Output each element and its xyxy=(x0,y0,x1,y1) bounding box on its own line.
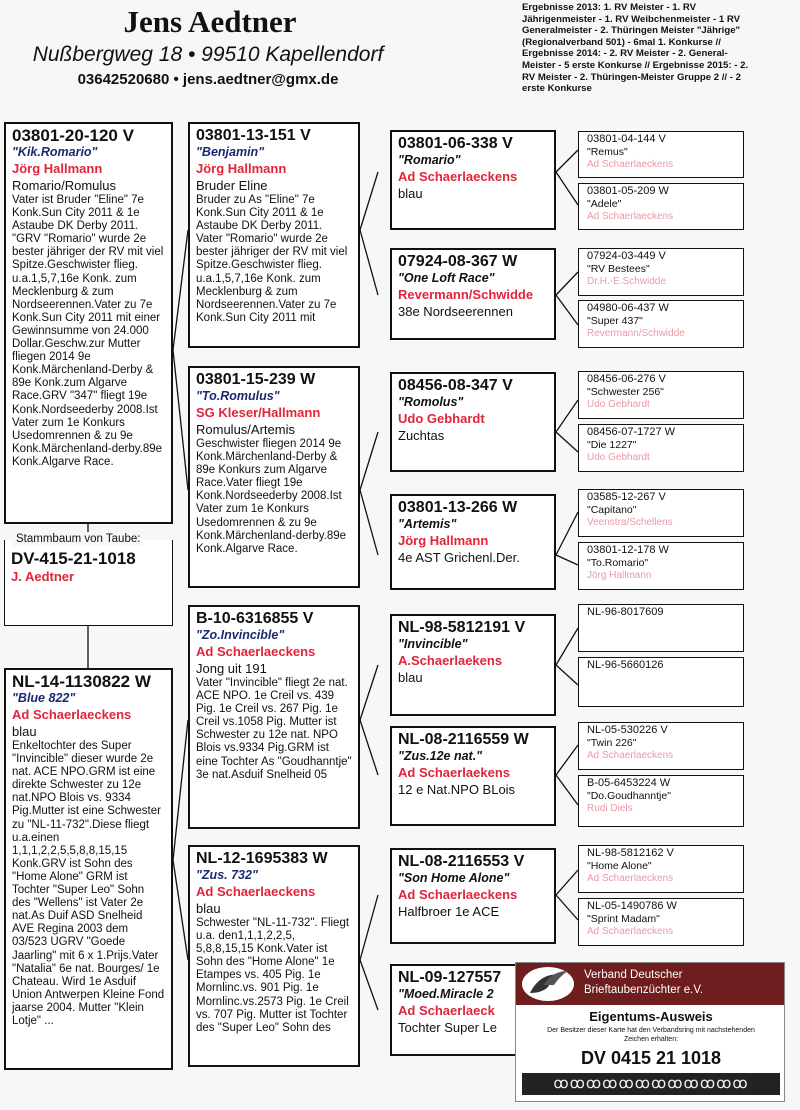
ancestor-ring: 03801-05-209 W xyxy=(587,185,669,197)
sire-card[interactable] xyxy=(4,122,173,524)
grandparent-info: blau xyxy=(196,901,221,916)
sire-info: Romario/Romulus xyxy=(12,178,117,193)
ancestor-name: "Die 1227" xyxy=(587,439,637,451)
dam-name: "Blue 822" xyxy=(12,691,76,705)
ancestor-name: "Capitano" xyxy=(587,504,637,516)
great-grandparent-ring: 08456-08-347 V xyxy=(398,377,513,394)
sire-owner: Jörg Hallmann xyxy=(12,161,103,176)
ancestor-card[interactable] xyxy=(578,775,744,827)
grandparent-info: Romulus/Artemis xyxy=(196,422,295,437)
ancestor-owner: Ad Schaerlaeckens xyxy=(587,211,674,222)
subject-owner: J. Aedtner xyxy=(11,569,75,584)
dam-info: blau xyxy=(12,724,37,739)
great-grandparent-card[interactable] xyxy=(390,372,556,472)
ancestor-name: "RV Bestees" xyxy=(587,263,650,275)
great-grandparent-ring: 07924-08-367 W xyxy=(398,253,518,270)
great-grandparent-ring: 03801-13-266 W xyxy=(398,499,518,516)
grandparent-card[interactable] xyxy=(188,845,360,1067)
ancestor-card[interactable] xyxy=(578,722,744,770)
dam-ring: NL-14-1130822 W xyxy=(12,672,151,691)
great-grandparent-owner: Udo Gebhardt xyxy=(398,411,485,426)
grandparent-name: "Zo.Invincible" xyxy=(196,628,285,642)
grandparent-card[interactable] xyxy=(188,605,360,829)
great-grandparent-card[interactable] xyxy=(390,614,556,716)
grandparent-card[interactable] xyxy=(188,122,360,348)
ancestor-ring: 08456-06-276 V xyxy=(587,373,666,385)
results-text: Ergebnisse 2013: 1. RV Meister - 1. RV Jährigenmeister - 1. RV Weibchenmeister - 1 RV Generalmeister - 2. Thüringen Meister "Jährige" (Regionalverband 501) - 6mal 1. Konkurse // Ergebnisse 2014: - 2. RV Meister - 2. General-Meister - 5 erste Konkurse // Ergebnisse 2015: - 2. RV Meister - 2. Thüringen-Meister Gruppe 2 // - 2 erste Konkurse xyxy=(522,2,749,95)
dam-description: Enkeltochter des Super "Invincible" dieser wurde 2e nat. ACE NPO.GRM ist eine direkte Schwester zu 12e nat.NPO Blois vs. 9334 Pig.Mutter ist eine Schwester zu "NL-11-732".Diese fliegt u.a.einen 1,1,1,2,2,5,5,8,8,15,15 Konk.GRV ist Sohn des "Home Alone" GRM ist Tochter "Super Leo" Sohn des "Wellens" ist Vater 2e nat.As Duif ASD Snelheid AVE Regina 2003 dem 03/523 UGRV "Goede Jaarling" mit 6 x 1.Prijs.Vater "Natalia" 6e nat. Bourges/ 1e Chateau. Wird 1e Asduif Union Antwerpen Kleine Fond jaarse 2004. Mutter "Klein Lotje" ... xyxy=(12,740,165,1027)
ancestor-card[interactable] xyxy=(578,371,744,419)
ancestor-ring: NL-96-5660126 xyxy=(587,659,664,671)
grandparent-description: Schwester "NL-11-732". Fliegt u.a. den1,1,1,2,2,5, 5,8,8,15,15 Konk.Vater ist Sohn des "Home Alone" 1e Etampes vs. 405 Pig. 1e Mornlinc.vs. 901 Pig. 1e Mornlinc.vs.2573 Pig. 1e Creil vs. 707 Pig. Mutter ist Tochter des "Super Leo" Sohn des xyxy=(196,917,350,1034)
great-grandparent-info: blau xyxy=(398,670,423,685)
great-grandparent-owner: Ad Schaerlaeckens xyxy=(398,169,518,184)
great-grandparent-card[interactable] xyxy=(390,848,556,944)
ancestor-card[interactable] xyxy=(578,489,744,537)
great-grandparent-info: 12 e Nat.NPO BLois xyxy=(398,782,516,797)
great-grandparent-info: blau xyxy=(398,186,423,201)
ancestor-ring: 03801-04-144 V xyxy=(587,133,666,145)
ancestor-name: "Schwester 256" xyxy=(587,386,664,398)
great-grandparent-info: Tochter Super Le xyxy=(398,1020,498,1035)
grandparent-owner: Ad Schaerlaeckens xyxy=(196,884,316,899)
ancestor-owner: Dr.H.-E.Schwidde xyxy=(587,276,666,287)
great-grandparent-card[interactable] xyxy=(390,130,556,230)
great-grandparent-name: "Moed.Miracle 2 xyxy=(398,987,494,1001)
ancestor-card[interactable] xyxy=(578,845,744,893)
great-grandparent-owner: Ad Schaerlaeckens xyxy=(398,887,518,902)
dove-logo-icon xyxy=(522,967,574,1001)
great-grandparent-ring: 03801-06-338 V xyxy=(398,135,513,152)
grandparent-owner: SG Kleser/Hallmann xyxy=(196,405,321,420)
sire-description: Vater ist Bruder "Eline" 7e Konk.Sun City 2011 & 1e Astaube DK Derby 2011. "GRV "Romario" wurde 2e bester jähriger der RV mit viel Spitze.Geschwister flieg. u.a.1,5,7,16e Konk. zum Mecklenburg & zum Nordseerennen.Vater zu 7e Konk.Sun City 2011 mit einer Gewinnsumme von 24.000 Dollar.Geschw.zur Mutter fliegen 2014 9e Konk.Märchenland-Derby & 89e Konk.zum Algarve Race.GRV "347" fliegt 19e Konk.Nordseederby 2008.Ist Vater zum 1e Konkurs Usedomrennen & zu 9e Konk.Märchenland-derby.89e Konk.Algarve Race. xyxy=(12,194,164,468)
ancestor-ring: 03585-12-267 V xyxy=(587,491,666,503)
great-grandparent-owner: Revermann/Schwidde xyxy=(398,287,534,302)
grandparent-ring: 03801-13-151 V xyxy=(196,127,311,144)
ancestor-card[interactable] xyxy=(578,604,744,652)
grandparent-ring: 03801-15-239 W xyxy=(196,371,316,388)
subject-caption: Stammbaum von Taube: xyxy=(13,532,143,546)
breeder-name: Jens Aedtner xyxy=(123,4,297,39)
great-grandparent-card[interactable] xyxy=(390,494,556,590)
ownership-card-pattern: ꝏꝏꝏꝏꝏꝏꝏꝏꝏꝏꝏꝏ xyxy=(522,1073,780,1095)
ancestor-card[interactable] xyxy=(578,248,744,296)
ancestor-card[interactable] xyxy=(578,898,744,946)
ancestor-card[interactable] xyxy=(578,542,744,590)
ancestor-ring: 08456-07-1727 W xyxy=(587,426,676,438)
grandparent-ring: NL-12-1695383 W xyxy=(196,850,328,867)
ancestor-owner: Ad Schaerlaeckens xyxy=(587,873,674,884)
ancestor-ring: B-05-6453224 W xyxy=(587,777,671,789)
ownership-card-header xyxy=(516,963,785,1005)
breeder-address: Nußbergweg 18 • 99510 Kapellendorf xyxy=(32,43,384,66)
ownership-card-ring: DV 0415 21 1018 xyxy=(580,1048,722,1068)
great-grandparent-name: "One Loft Race" xyxy=(398,271,495,285)
great-grandparent-name: "Zus.12e nat." xyxy=(398,749,483,763)
great-grandparent-owner: Ad Schaerlaeck xyxy=(398,1003,495,1018)
grandparent-description: Geschwister fliegen 2014 9e Konk.Märchenland-Derby & 89e Konkurs zum Algarve Race.Vater fliegt 19e Konk.Nordseederby 2008.Ist Vater zum 1e Konkurs Usedomrennen & zu 9e Konk.Märchenland-derby.89e Konk.Algarve Race. xyxy=(196,438,347,555)
grandparent-info: Jong uit 191 xyxy=(196,661,267,676)
ancestor-card[interactable] xyxy=(578,300,744,348)
grandparent-name: "To.Romulus" xyxy=(196,389,280,403)
great-grandparent-info: 4e AST Grichenl.Der. xyxy=(398,550,520,565)
great-grandparent-owner: A.Schaerlaekens xyxy=(398,653,503,668)
ancestor-owner: Revermann/Schwidde xyxy=(587,328,685,339)
ancestor-owner: Ad Schaerlaeckens xyxy=(587,750,674,761)
ancestor-owner: Rudi Diels xyxy=(587,803,633,814)
ancestor-ring: NL-98-5812162 V xyxy=(587,847,674,859)
breeder-contact: 03642520680 • jens.aedtner@gmx.de xyxy=(77,71,339,88)
great-grandparent-name: "Son Home Alone" xyxy=(398,871,510,885)
ancestor-card[interactable] xyxy=(578,131,744,178)
ownership-card-subtitle: Der Besitzer dieser Karte hat den Verbandsring mit nachstehenden Zeichen erhalten: xyxy=(547,1027,755,1043)
grandparent-owner: Ad Schaerlaeckens xyxy=(196,644,316,659)
ancestor-card[interactable] xyxy=(578,657,744,707)
ancestor-owner: Veenstra/Schellens xyxy=(587,517,673,528)
ancestor-ring: NL-05-1490786 W xyxy=(587,900,677,912)
dam-owner: Ad Schaerlaeckens xyxy=(12,707,132,722)
dam-card[interactable] xyxy=(4,668,173,1070)
great-grandparent-ring: NL-98-5812191 V xyxy=(398,619,526,636)
grandparent-ring: B-10-6316855 V xyxy=(196,610,314,627)
ownership-card xyxy=(515,962,785,1102)
ancestor-name: "Do.Goudhanntje" xyxy=(587,790,671,802)
great-grandparent-ring: NL-08-2116559 W xyxy=(398,731,529,748)
great-grandparent-info: Zuchtas xyxy=(398,428,445,443)
grandparent-name: "Benjamin" xyxy=(196,145,265,159)
subject-card[interactable] xyxy=(4,533,173,626)
ancestor-ring: NL-05-530226 V xyxy=(587,724,668,736)
ancestor-ring: 04980-06-437 W xyxy=(587,302,669,314)
great-grandparent-card[interactable] xyxy=(390,248,556,340)
ancestor-owner: Jörg Hallmann xyxy=(587,570,652,581)
ancestor-name: "Sprint Madam" xyxy=(587,913,660,925)
ancestor-ring: 07924-03-449 V xyxy=(587,250,666,262)
great-grandparent-name: "Romolus" xyxy=(398,395,464,409)
great-grandparent-info: 38e Nordseerennen xyxy=(398,304,513,319)
ancestor-name: "Remus" xyxy=(587,146,628,158)
ancestor-name: "To.Romario" xyxy=(587,557,649,569)
great-grandparent-name: "Romario" xyxy=(398,153,461,167)
ancestor-ring: NL-96-8017609 xyxy=(587,606,664,618)
great-grandparent-card[interactable] xyxy=(390,726,556,826)
grandparent-card[interactable] xyxy=(188,366,360,588)
grandparent-name: "Zus. 732" xyxy=(196,868,258,882)
great-grandparent-ring: NL-08-2116553 V xyxy=(398,853,525,870)
sire-name: "Kik.Romario" xyxy=(12,145,98,159)
ownership-card-title: Eigentums-Ausweis xyxy=(589,1009,713,1024)
ownership-card-org: Verband Deutscher Brieftaubenzüchter e.V. xyxy=(584,969,704,996)
ancestor-name: "Super 437" xyxy=(587,315,643,327)
ancestor-card[interactable] xyxy=(578,183,744,230)
ancestor-name: "Twin 226" xyxy=(587,737,637,749)
grandparent-description: Vater "Invincible" fliegt 2e nat. ACE NPO. 1e Creil vs. 439 Pig. 1e Creil vs. 267 Pig. 1e Creil vs.1058 Pig. Mutter ist Schwester zu 12e nat. NPO Blois vs.9334 Pig.GRM ist eine Tochter As "Goudhanntje" 3e nat.Asduif Snelheid 05 xyxy=(196,677,352,781)
great-grandparent-info: Halfbroer 1e ACE xyxy=(398,904,500,919)
grandparent-info: Bruder Eline xyxy=(196,178,268,193)
ancestor-card[interactable] xyxy=(578,424,744,472)
sire-ring: 03801-20-120 V xyxy=(12,126,134,145)
great-grandparent-ring: NL-09-127557 xyxy=(398,969,502,986)
grandparent-owner: Jörg Hallmann xyxy=(196,161,287,176)
great-grandparent-name: "Invincible" xyxy=(398,637,468,651)
ancestor-owner: Udo Gebhardt xyxy=(587,452,650,463)
great-grandparent-owner: Jörg Hallmann xyxy=(398,533,489,548)
ancestor-owner: Udo Gebhardt xyxy=(587,399,650,410)
ancestor-owner: Ad Schaerlaeckens xyxy=(587,159,674,170)
ancestor-name: "Adele" xyxy=(587,198,622,210)
great-grandparent-name: "Artemis" xyxy=(398,517,457,531)
great-grandparent-owner: Ad Schaerlaekens xyxy=(398,765,511,780)
ancestor-ring: 03801-12-178 W xyxy=(587,544,669,556)
subject-ring: DV-415-21-1018 xyxy=(11,549,136,568)
grandparent-description: Bruder zu As "Eline" 7e Konk.Sun City 2011 & 1e Astaube DK Derby 2011. Vater "Romario" wurde 2e bester jähriger der RV mit viel Spitze.Geschwister flieg. u.a.1,5,7,16e Konk. zum Mecklenburg & zum Nordseerennen.Vater zu 7e Konk.Sun City 2011 mit xyxy=(196,194,348,324)
ancestor-name: "Home Alone" xyxy=(587,860,652,872)
ancestor-owner: Ad Schaerlaeckens xyxy=(587,926,674,937)
